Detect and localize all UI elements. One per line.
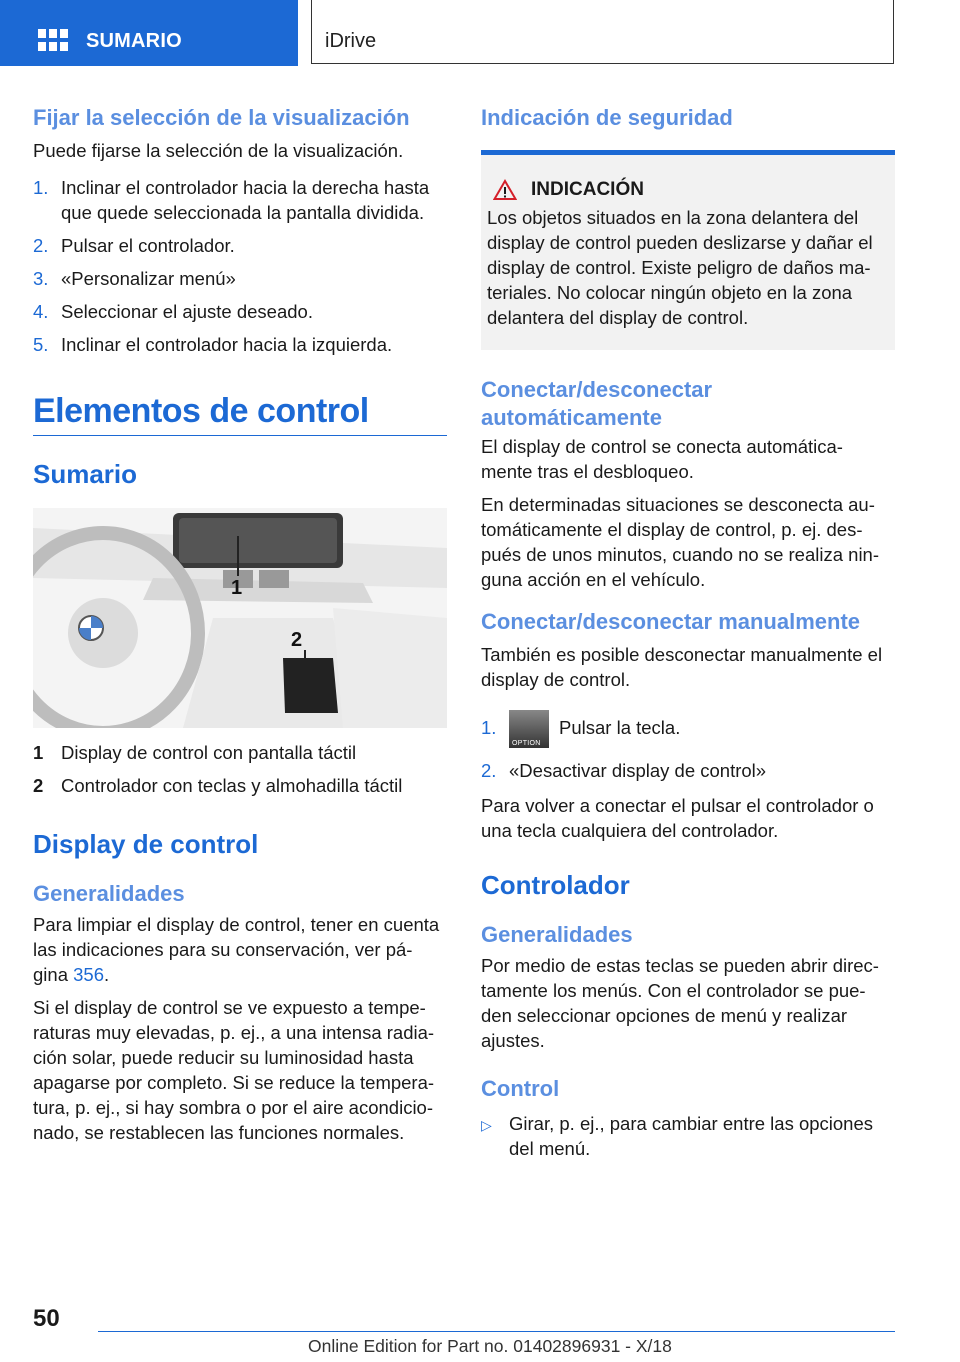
manual-p2: Para volver a conectar el pulsar el controlador o una tecla cualquiera del controlador.: [481, 795, 874, 842]
h1-wrapper: [33, 391, 447, 436]
grid-menu-icon: [38, 29, 68, 51]
top-bar: [0, 0, 960, 70]
notice-header: [487, 179, 887, 201]
generalidades-p2: Si el display de control se ve expuesto a tempe- raturas muy elevadas, p. ej., a una intensa radia- ción solar, puede reducir su luminosidad hasta apagarse por completo. Si se reduce la tempera- tura, p. ej., si hay sombra o por el aire acondicio- nado, se restablecen las funciones normales.: [33, 997, 435, 1143]
auto-p2: En determinadas situaciones se desconecta au- tomáticamente el display de control, p. ej. des- pués de unos minutos, cuando no se realiza nin- guna acción en el vehículo.: [481, 494, 880, 590]
notice-label: INDICACIÓN: [531, 179, 644, 200]
control-list: [481, 1111, 895, 1161]
list-item: 2. Pulsar el controlador.: [33, 235, 235, 256]
generalidades-title: Generalidades: [33, 881, 185, 906]
display-title: Display de control: [33, 829, 259, 859]
fijar-intro: Puede fijarse la selección de la visualización.: [33, 140, 404, 161]
figure-legend: [33, 740, 447, 798]
sumario-button[interactable]: [0, 0, 298, 66]
callout-2: 2: [291, 629, 303, 651]
notice-bar: [481, 150, 895, 155]
list-item: 3. «Personalizar menú»: [33, 268, 236, 289]
ctrl-generalidades-title: Generalidades: [481, 922, 633, 948]
callout-1: 1: [231, 577, 243, 599]
sumario-title: Sumario: [33, 459, 138, 489]
right-column: [481, 100, 895, 1161]
controlador-title: Controlador: [481, 870, 630, 901]
ctrl-generalidades-p: Por medio de estas teclas se pueden abrir direc- tamente los menús. Con el controlador se pue- den seleccionar opciones de menú y realizar ajustes.: [481, 955, 879, 1052]
chapter-title: Elementos de control: [33, 392, 369, 430]
list-item: 1. OPTION Pulsar la tecla.: [481, 708, 895, 748]
list-item: 4. Seleccionar el ajuste deseado.: [33, 301, 313, 322]
auto-title: Conectar/desconectar automáticamente: [481, 377, 713, 430]
page-link[interactable]: 356: [73, 964, 104, 985]
page-number: 50: [33, 1305, 60, 1332]
warning-icon: [493, 179, 517, 201]
list-item: 1 Display de control con pantalla táctil: [33, 742, 357, 763]
list-item: ▷ Girar, p. ej., para cambiar entre las opciones del menú.: [481, 1113, 874, 1160]
cockpit-drawing: [33, 508, 447, 728]
triangle-bullet-icon: ▷: [481, 1117, 492, 1134]
manual-title: Conectar/desconectar manualmente: [481, 609, 861, 634]
breadcrumb-text: iDrive: [325, 30, 377, 52]
notice-text: Los objetos situados en la zona delantera del display de control pueden deslizarse y dañar el display de control. Existe peligro de daños ma- teriales. No colocar ningún objeto en la zona delantera del display de control.: [487, 207, 873, 328]
safety-title: Indicación de seguridad: [481, 105, 733, 130]
list-item: 2 Controlador con teclas y almohadilla táctil: [33, 775, 403, 796]
option-key-icon: OPTION: [509, 710, 549, 748]
footer-rule: [98, 1331, 895, 1332]
manual-p1: También es posible desconectar manualmente el display de control.: [481, 644, 883, 690]
sumario-label: SUMARIO: [86, 30, 182, 52]
list-item: 5. Inclinar el controlador hacia la izquierda.: [33, 334, 393, 355]
list-item: 2. «Desactivar display de control»: [481, 760, 767, 782]
notice-box: [481, 155, 895, 350]
list-item: 1. Inclinar el controlador hacia la derecha hasta que quede seleccionada la pantalla dividida.: [33, 177, 430, 223]
left-column: [33, 100, 447, 1145]
breadcrumb[interactable]: [311, 0, 894, 64]
generalidades-p1: Para limpiar el display de control, tener en cuenta las indicaciones para su conservación, ver pá- gina 356.: [33, 914, 440, 985]
control-title: Control: [481, 1076, 560, 1102]
fijar-steps: [33, 175, 447, 357]
cockpit-illustration: [33, 508, 447, 728]
auto-p1: El display de control se conecta automática- mente tras el desbloqueo.: [481, 436, 843, 482]
manual-steps: [481, 708, 895, 783]
section-title-fijar: Fijar la selección de la visualización: [33, 105, 410, 130]
footer-edition: Online Edition for Part no. 01402896931 - X/18: [308, 1336, 672, 1356]
